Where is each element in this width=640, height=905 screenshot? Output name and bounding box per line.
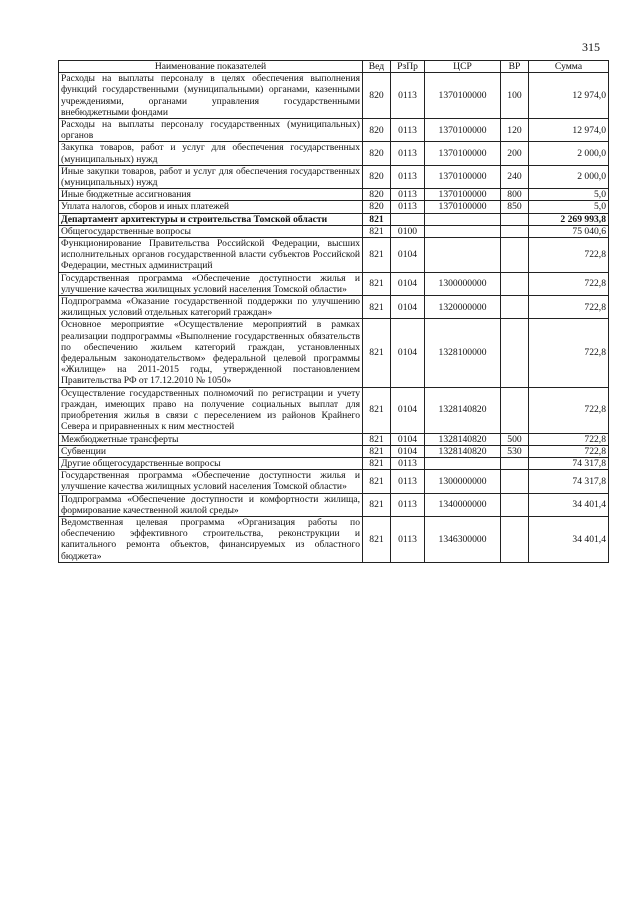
table-row [59,73,609,119]
row-sum: 5,0 [529,201,609,213]
table-row [59,238,609,273]
row-sum: 722,8 [529,319,609,387]
row-rzpr: 0113 [391,493,425,516]
row-sum: 2 269 993,8 [529,213,609,225]
row-sum: 722,8 [529,433,609,445]
row-sum: 722,8 [529,445,609,457]
row-name: Общегосударственные вопросы [59,225,363,237]
header-vr: ВР [501,61,529,73]
row-vr [501,319,529,387]
row-rzpr: 0113 [391,189,425,201]
header-ved: Вед [363,61,391,73]
row-rzpr: 0113 [391,119,425,142]
row-name: Осуществление государственных полномочий по регистрации и учету граждан, имеющих право на получение социальных выплат для приобретения жилья в связи с переселением из районов Крайнего Севера и приравненных к ним местностей [59,387,363,433]
row-sum: 34 401,4 [529,493,609,516]
table-row [59,516,609,562]
row-rzpr: 0104 [391,319,425,387]
row-vr: 530 [501,445,529,457]
table-row [59,433,609,445]
row-rzpr: 0100 [391,225,425,237]
row-ved: 820 [363,142,391,165]
row-name: Государственная программа «Обеспечение доступности жилья и улучшение качества жилищных условий населения Томской области» [59,470,363,493]
row-sum: 75 040,6 [529,225,609,237]
budget-table [58,60,609,563]
row-sum: 74 317,8 [529,470,609,493]
row-name: Подпрограмма «Оказание государственной поддержки по улучшению жилищных условий отдельных категорий граждан» [59,296,363,319]
row-vr [501,272,529,295]
row-sum: 12 974,0 [529,119,609,142]
table-row [59,165,609,188]
row-csr: 1370100000 [425,142,501,165]
row-csr: 1370100000 [425,73,501,119]
row-vr [501,213,529,225]
row-name: Основное мероприятие «Осуществление мероприятий в рамках реализации подпрограммы «Выполнение государственных обязательств по обеспечению жильем категорий граждан, установленных федеральным законодательством» федеральной целевой программы «Жилище» на 2011-2015 годы, утвержденной постановлением Правительства РФ от 17.12.2010 № 1050» [59,319,363,387]
row-ved: 821 [363,445,391,457]
row-csr [425,238,501,273]
table-header-row [59,61,609,73]
row-ved: 820 [363,73,391,119]
row-vr [501,470,529,493]
row-csr: 1328100000 [425,319,501,387]
table-row [59,142,609,165]
row-ved: 821 [363,470,391,493]
row-ved: 820 [363,165,391,188]
row-csr: 1328140820 [425,387,501,433]
header-rzpr: РзПр [391,61,425,73]
row-sum: 722,8 [529,238,609,273]
row-vr [501,493,529,516]
row-name: Функционирование Правительства Российской Федерации, высших исполнительных органов государственной власти субъектов Российской Федерации, местных администраций [59,238,363,273]
row-name: Подпрограмма «Обеспечение доступности и комфортности жилища, формирование качественной жилой среды» [59,493,363,516]
row-csr [425,213,501,225]
row-name: Субвенции [59,445,363,457]
row-csr: 1300000000 [425,470,501,493]
row-vr: 850 [501,201,529,213]
row-name: Иные бюджетные ассигнования [59,189,363,201]
row-csr: 1328140820 [425,445,501,457]
row-vr [501,225,529,237]
page-number: 315 [582,40,600,54]
header-sum: Сумма [529,61,609,73]
row-ved: 820 [363,119,391,142]
row-vr [501,296,529,319]
row-csr [425,225,501,237]
row-name: Ведомственная целевая программа «Организация работы по обеспечению эффективного строительства, реконструкции и капитального ремонта объектов, финансируемых из областного бюджета» [59,516,363,562]
row-sum: 34 401,4 [529,516,609,562]
row-rzpr: 0113 [391,165,425,188]
row-sum: 12 974,0 [529,73,609,119]
row-name: Иные закупки товаров, работ и услуг для обеспечения государственных (муниципальных) нужд [59,165,363,188]
row-rzpr: 0113 [391,516,425,562]
row-csr: 1370100000 [425,189,501,201]
table-row [59,213,609,225]
row-vr: 200 [501,142,529,165]
row-ved: 821 [363,319,391,387]
row-sum: 5,0 [529,189,609,201]
row-rzpr: 0113 [391,201,425,213]
row-sum: 74 317,8 [529,457,609,469]
row-sum: 722,8 [529,272,609,295]
row-csr: 1320000000 [425,296,501,319]
row-rzpr: 0113 [391,470,425,493]
row-csr [425,457,501,469]
row-csr: 1346300000 [425,516,501,562]
row-name: Другие общегосударственные вопросы [59,457,363,469]
row-rzpr [391,213,425,225]
row-ved: 821 [363,387,391,433]
row-name: Уплата налогов, сборов и иных платежей [59,201,363,213]
row-ved: 821 [363,457,391,469]
row-sum: 722,8 [529,296,609,319]
table-row [59,119,609,142]
row-name: Расходы на выплаты персоналу в целях обеспечения выполнения функций государственными (муниципальными) органами, казенными учреждениями, органами управления государственными внебюджетными фондами [59,73,363,119]
row-rzpr: 0104 [391,238,425,273]
table-row [59,225,609,237]
row-name: Государственная программа «Обеспечение доступности жилья и улучшение качества жилищных условий населения Томской области» [59,272,363,295]
table-row [59,201,609,213]
row-csr: 1300000000 [425,272,501,295]
row-ved: 820 [363,189,391,201]
row-rzpr: 0113 [391,73,425,119]
row-vr: 240 [501,165,529,188]
row-csr: 1328140820 [425,433,501,445]
table-row [59,457,609,469]
row-sum: 722,8 [529,387,609,433]
table-row [59,189,609,201]
row-ved: 821 [363,516,391,562]
row-name: Межбюджетные трансферты [59,433,363,445]
row-rzpr: 0104 [391,296,425,319]
row-ved: 821 [363,296,391,319]
row-vr [501,387,529,433]
row-vr [501,516,529,562]
table-row [59,296,609,319]
table-row [59,319,609,387]
row-rzpr: 0104 [391,433,425,445]
header-name: Наименование показателей [59,61,363,73]
table-row [59,387,609,433]
row-rzpr: 0104 [391,445,425,457]
row-rzpr: 0104 [391,387,425,433]
row-ved: 821 [363,493,391,516]
row-ved: 821 [363,272,391,295]
row-rzpr: 0113 [391,142,425,165]
table-row [59,445,609,457]
row-ved: 821 [363,213,391,225]
row-ved: 821 [363,433,391,445]
row-name: Расходы на выплаты персоналу государственных (муниципальных) органов [59,119,363,142]
table-row [59,272,609,295]
row-vr [501,457,529,469]
row-sum: 2 000,0 [529,142,609,165]
row-ved: 821 [363,225,391,237]
row-ved: 821 [363,238,391,273]
row-vr: 100 [501,73,529,119]
row-rzpr: 0113 [391,457,425,469]
row-name: Закупка товаров, работ и услуг для обеспечения государственных (муниципальных) нужд [59,142,363,165]
table-row [59,493,609,516]
row-vr: 120 [501,119,529,142]
header-csr: ЦСР [425,61,501,73]
row-csr: 1340000000 [425,493,501,516]
row-csr: 1370100000 [425,165,501,188]
row-vr: 500 [501,433,529,445]
row-sum: 2 000,0 [529,165,609,188]
row-rzpr: 0104 [391,272,425,295]
row-csr: 1370100000 [425,119,501,142]
table-row [59,470,609,493]
row-name: Департамент архитектуры и строительства Томской области [59,213,363,225]
row-vr [501,238,529,273]
row-ved: 820 [363,201,391,213]
row-csr: 1370100000 [425,201,501,213]
row-vr: 800 [501,189,529,201]
